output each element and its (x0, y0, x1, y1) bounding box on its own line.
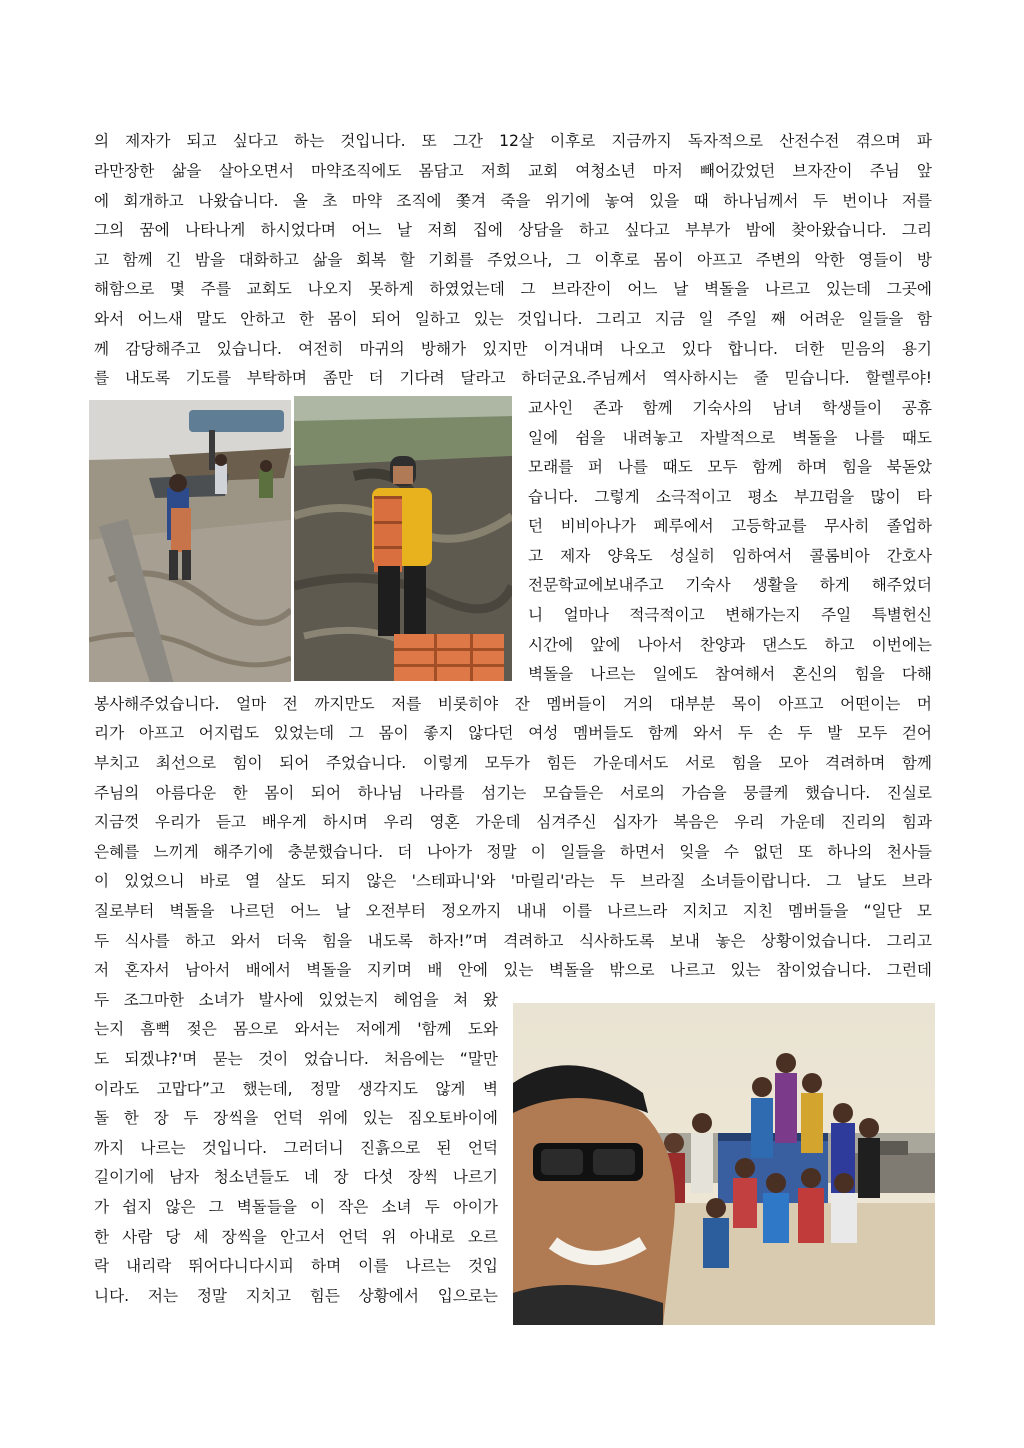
text-line: 고 제자 양육도 성실히 임하여서 콜롬비아 간호사 (528, 547, 932, 565)
text-line: 해함으로 몇 주를 교회도 나오지 못하게 하였었는데 그 브라잔이 어느 날 벽돌을 나르고 있는데 그곳에 (94, 280, 932, 298)
text-line: 고 함께 긴 밤을 대화하고 삶을 회복 할 기회를 주었으나, 그 이후로 몸이 아프고 주변의 악한 영들이 방 (94, 251, 932, 269)
text-line: 도 되겠냐?'며 묻는 것이 었습니다. 처음에는 “말만 (94, 1050, 498, 1068)
text-line: 돌 한 장 두 장씩을 언덕 위에 있는 짐오토바이에 (94, 1109, 498, 1127)
text-line: 락 내리락 뛰어다니다시피 하며 이를 나르는 것입 (94, 1257, 498, 1275)
text-line: 와서 어느새 말도 안하고 한 몸이 되어 일하고 있는 것입니다. 그리고 지금 일 주일 째 어려운 일들을 함 (94, 310, 932, 328)
text-line: 시간에 앞에 나아서 찬양과 댄스도 하고 이번에는 (528, 636, 932, 654)
text-line: 두 조그마한 소녀가 발사에 있었는지 헤엄을 쳐 왔 (94, 991, 498, 1009)
text-line: 습니다. 그렇게 소극적이고 평소 부끄럼을 많이 타 (528, 488, 932, 506)
text-line: 벽돌을 나르는 일에도 참여해서 혼신의 힘을 다해 (528, 665, 932, 683)
text-line: 봉사해주었습니다. 얼마 전 까지만도 저를 비롯히야 잔 멤버들이 거의 대부분 목이 아프고 어떤이는 머 (94, 695, 932, 713)
photo-yellow-shirt-bricks (294, 396, 512, 681)
text-line: 전문학교에보내주고 기숙사 생활을 하게 해주었더 (528, 576, 932, 594)
text-line: 리가 아프고 어지럽도 있었는데 그 몸이 좋지 않다던 여성 멤버들도 함께 와서 두 손 두 발 모두 걷어 (94, 724, 932, 742)
text-line: 니 얼마나 적극적이고 변해가는지 주일 특별헌신 (528, 606, 932, 624)
photo-group-selfie (513, 1003, 935, 1325)
text-line: 를 내도록 기도를 부탁하며 좀만 더 기다려 달라고 하더군요.주님께서 역사하시는 줄 믿습니다. 할렐루야! (94, 369, 932, 387)
text-line: 한 사람 당 세 장씩을 안고서 언덕 위 아내로 오르 (94, 1228, 498, 1246)
text-line: 께 감당해주고 있습니다. 여전히 마귀의 방해가 있지만 이겨내며 나오고 있다 합니다. 더한 믿음의 용기 (94, 340, 932, 358)
text-line: 교사인 존과 함께 기숙사의 남녀 학생들이 공휴 (528, 399, 932, 417)
text-line: 라만장한 삶을 살아오면서 마약조직에도 몸담고 저희 교회 여청소년 마저 빼어갔었던 브자잔이 주님 앞 (94, 162, 932, 180)
text-line: 까지 나르는 것입니다. 그러더니 진흙으로 된 언덕 (94, 1139, 498, 1157)
text-line: 니다. 저는 정말 지치고 힘든 상황에서 입으로는 (94, 1287, 498, 1305)
text-line: 두 식사를 하고 와서 더욱 힘을 내도록 하자!”며 격려하고 식사하도록 보내 놓은 상황이었습니다. 그리고 (94, 932, 932, 950)
text-line: 그의 꿈에 나타나게 하시었다며 어느 날 저희 집에 상담을 하고 싶다고 부부가 밤에 찾아왔습니다. 그리 (94, 221, 932, 239)
photo-boat-bricks (89, 400, 291, 682)
text-line: 부치고 최선으로 힘이 되어 주었습니다. 이렇게 모두가 힘든 가운데서도 서로 힘을 모아 격려하며 함께 (94, 754, 932, 772)
text-line: 가 쉽지 않은 그 벽돌들을 이 작은 소녀 두 아이가 (94, 1198, 498, 1216)
text-line: 길이기에 남자 청소년들도 네 장 다섯 장씩 나르기 (94, 1168, 498, 1186)
text-line: 던 비비아나가 페루에서 고등학교를 무사히 졸업하 (528, 517, 932, 535)
text-line: 이 있었으니 바로 열 살도 되지 않은 '스테파니'와 '마릴리'라는 두 브라질 소녀들이랍니다. 그 날도 브라 (94, 872, 932, 890)
text-line: 은혜를 느끼게 해주기에 충분했습니다. 더 나아가 정말 이 일들을 하면서 잊을 수 없던 또 하나의 천사들 (94, 843, 932, 861)
text-line: 지금껏 우리가 듣고 배우게 하시며 우리 영혼 가운데 심겨주신 십자가 복음은 우리 가운데 진리의 힘과 (94, 813, 932, 831)
text-line: 는지 흠뻑 젖은 몸으로 와서는 저에게 '함께 도와 (94, 1020, 498, 1038)
text-line: 저 혼자서 남아서 배에서 벽돌을 지키며 배 안에 있는 벽돌을 밖으로 나르고 있는 참이었습니다. 그런데 (94, 961, 932, 979)
text-line: 주님의 아름다운 한 몸이 되어 하나님 나라를 섬기는 모습들은 서로의 가슴을 뭉클케 했습니다. 진실로 (94, 784, 932, 802)
text-line: 이라도 고맙다”고 했는데, 정말 생각지도 않게 벽 (94, 1080, 498, 1098)
text-line: 의 제자가 되고 싶다고 하는 것입니다. 또 그간 12살 이후로 지금까지 독자적으로 산전수전 겪으며 파 (94, 132, 932, 150)
text-line: 일에 쉼을 내려놓고 자발적으로 벽돌을 나를 때도 (528, 429, 932, 447)
text-line: 에 회개하고 나왔습니다. 올 초 마약 조직에 쫓겨 죽을 위기에 놓여 있을 때 하나님께서 두 번이나 저를 (94, 192, 932, 210)
text-line: 모래를 퍼 나를 때도 모두 함께 하며 힘을 북돋았 (528, 458, 932, 476)
text-line: 질로부터 벽돌을 나르던 어느 날 오전부터 정오까지 내내 이를 나르느라 지치고 지친 멤버들을 “일단 모 (94, 902, 932, 920)
